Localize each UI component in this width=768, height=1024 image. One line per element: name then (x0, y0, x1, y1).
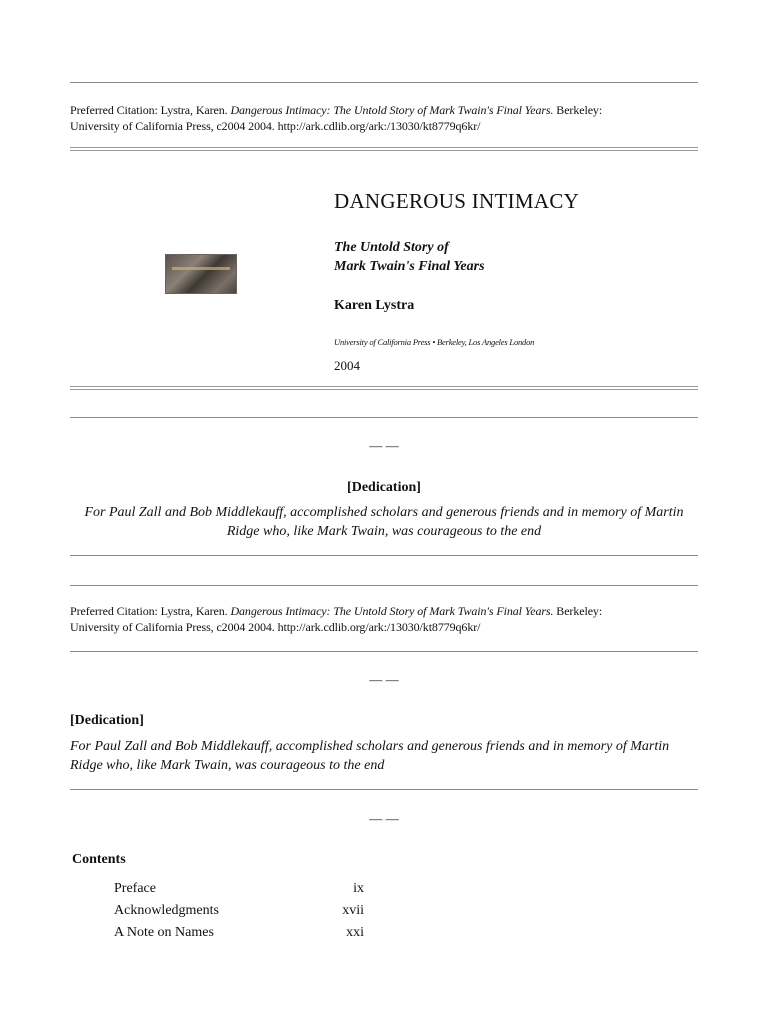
book-author: Karen Lystra (334, 298, 415, 313)
citation-prefix: Preferred Citation: Lystra, Karen. (70, 604, 231, 618)
toc-item-title[interactable]: A Note on Names (114, 925, 214, 940)
dedication-text-repeat: For Paul Zall and Bob Middlekauff, accomplished scholars and generous friends and in memory of Martin Ridge who, like Mark Twain, was courageous to the end (70, 739, 670, 773)
subtitle-line-2: Mark Twain's Final Years (334, 259, 485, 274)
dedication-heading-repeat: [Dedication] (70, 713, 144, 728)
book-cover-thumbnail[interactable] (165, 254, 237, 294)
toc-item-page: xxi (346, 925, 364, 940)
toc-item-preface[interactable] (114, 881, 364, 903)
top-rule (70, 82, 698, 83)
book-year: 2004 (334, 358, 360, 373)
citation-title: Dangerous Intimacy: The Untold Story of Mark Twain's Final Years. (230, 103, 554, 117)
contents-heading: Contents (72, 852, 126, 867)
citation-title: Dangerous Intimacy: The Untold Story of Mark Twain's Final Years. (230, 604, 554, 618)
title-page-bottom-rule (70, 386, 698, 387)
citation-publisher-line: University of California Press, c2004 2004. http://ark.cdlib.org/ark:/13030/kt8779q6kr/ (70, 620, 481, 634)
citation-city: Berkeley: (553, 604, 603, 618)
dedication-top-rule (70, 417, 698, 418)
citation-bottom-rule (70, 147, 698, 148)
citation-prefix: Preferred Citation: Lystra, Karen. (70, 103, 231, 117)
dedication-text: For Paul Zall and Bob Middlekauff, accomplished scholars and generous friends and in memory of Martin Ridge who, like Mark Twain, was courageous to the end (84, 505, 684, 539)
book-publisher: University of California Press • Berkeley, Los Angeles London (334, 337, 535, 347)
toc-item-note-on-names[interactable] (114, 925, 364, 947)
citation-block-repeat (70, 603, 710, 635)
second-citation-top-rule (70, 585, 698, 586)
second-citation-bottom-rule (70, 651, 698, 652)
citation-city: Berkeley: (553, 103, 603, 117)
dedication-repeat-bottom-rule (70, 789, 698, 790)
toc-item-page: ix (353, 881, 364, 896)
subtitle-line-1: The Untold Story of (334, 240, 449, 255)
citation-publisher-line: University of California Press, c2004 2004. http://ark.cdlib.org/ark:/13030/kt8779q6kr/ (70, 119, 481, 133)
toc-item-title[interactable]: Acknowledgments (114, 903, 219, 918)
citation-block (70, 102, 710, 134)
book-title: DANGEROUS INTIMACY (334, 189, 580, 213)
toc-item-page: xvii (342, 903, 364, 918)
dedication-heading: [Dedication] (347, 480, 421, 495)
separator-dash: — — (369, 438, 399, 453)
separator-dash: — — (369, 811, 399, 826)
toc-item-acknowledgments[interactable] (114, 903, 364, 925)
toc-item-title[interactable]: Preface (114, 881, 156, 896)
book-subtitle (334, 238, 485, 276)
dedication-bottom-rule (70, 555, 698, 556)
separator-dash: — — (369, 672, 399, 687)
